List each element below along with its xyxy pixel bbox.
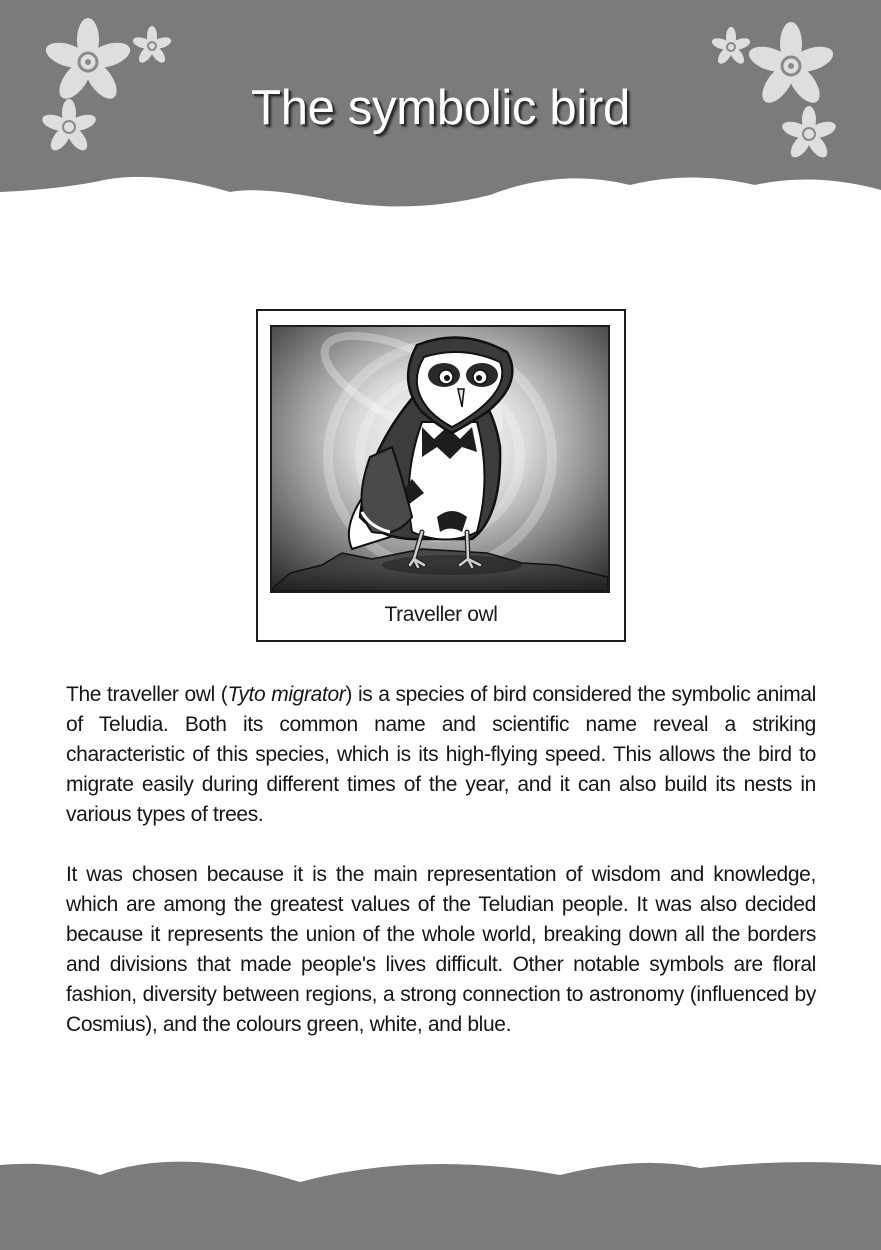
paragraph-2: It was chosen because it is the main representation of wisdom and knowledge, which are among the greatest values of the Teludian people. It was also decided because it represents the union of the whole world, breaking down all the borders and divisions that made people's lives difficult. Other notable symbols are floral fashion, diversity between regions, a strong connection to astronomy (influenced by Cosmius), and the colours green, white, and blue. (66, 863, 816, 1036)
footer-band (0, 1150, 881, 1250)
scientific-name: Tyto migrator (227, 683, 346, 706)
page-title: The symbolic bird (251, 81, 630, 135)
paragraph-1: The traveller owl (Tyto migrator) is a species of bird considered the symbolic animal of Teludia. Both its common name and scientific name reveal a striking characteristic of this species, which is its high-flying speed. This allows the bird to migrate easily during different times of the year, and it can also build its nests in various types of trees. (66, 683, 816, 826)
figure-frame (256, 309, 626, 642)
article-body (66, 680, 816, 1070)
figure-caption: Traveller owl (384, 603, 498, 626)
owl-illustration-icon (270, 325, 610, 593)
